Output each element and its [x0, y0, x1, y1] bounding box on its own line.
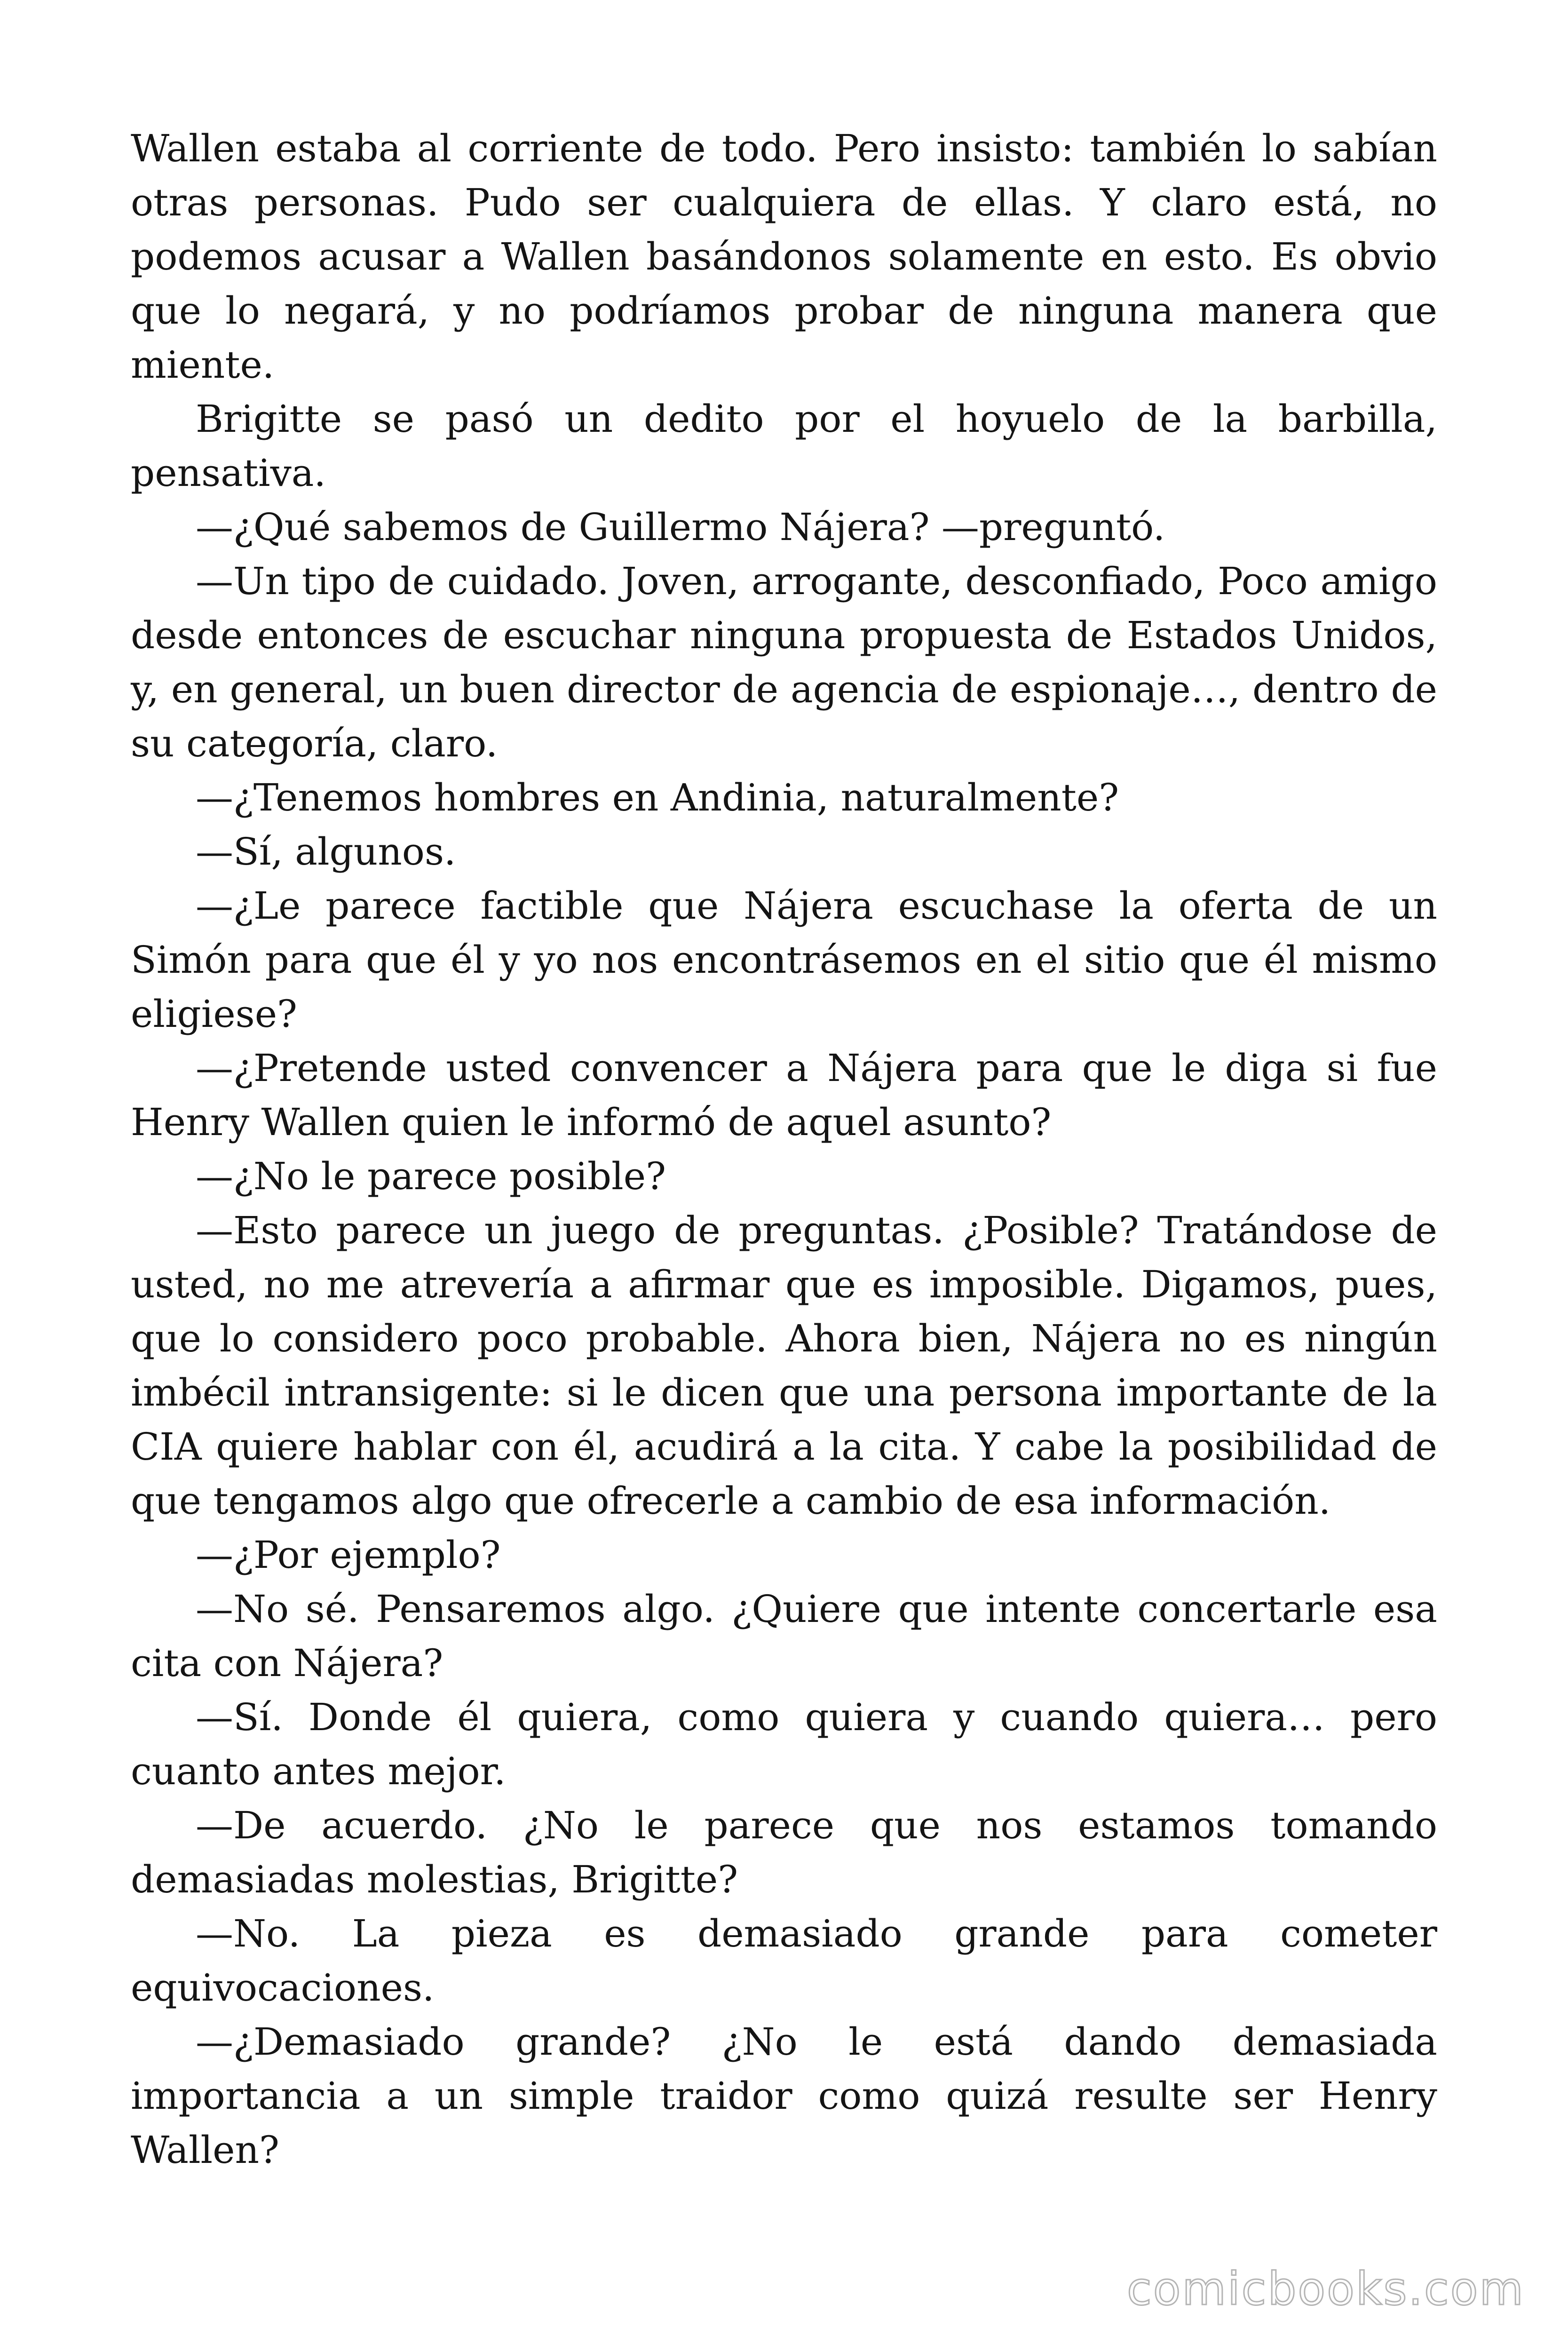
paragraph: —No sé. Pensaremos algo. ¿Quiere que intente concertarle esa cita con Nájera?: [131, 1587, 1437, 1685]
paragraph: —¿Le parece factible que Nájera escuchase la oferta de un Simón para que él y yo nos encontrásemos en el sitio que él mismo eligiese?: [131, 884, 1437, 1036]
watermark: comicbooks.com: [1126, 2263, 1525, 2315]
paragraph: —¿Demasiado grande? ¿No le está dando demasiada importancia a un simple traidor como quizá resulte ser Henry Wallen?: [131, 2020, 1437, 2172]
paragraph: —Sí. Donde él quiera, como quiera y cuando quiera… pero cuanto antes mejor.: [131, 1695, 1437, 1793]
paragraph: Brigitte se pasó un dedito por el hoyuelo de la barbilla, pensativa.: [131, 397, 1437, 495]
paragraph: —¿Por ejemplo?: [196, 1533, 501, 1577]
paragraph: —No. La pieza es demasiado grande para cometer equivocaciones.: [131, 1912, 1437, 2010]
paragraph: —¿Tenemos hombres en Andinia, naturalmente?: [196, 776, 1119, 819]
paragraph: —¿Qué sabemos de Guillermo Nájera? —preguntó.: [196, 505, 1165, 549]
paragraph: —Un tipo de cuidado. Joven, arrogante, desconfiado, Poco amigo desde entonces de escuchar ninguna propuesta de Estados Unidos, y, en general, un buen director de agencia de espionaje…, dentro de su categoría, claro.: [131, 559, 1437, 765]
paragraph: —¿Pretende usted convencer a Nájera para que le diga si fue Henry Wallen quien le informó de aquel asunto?: [131, 1046, 1437, 1144]
paragraph: Wallen estaba al corriente de todo. Pero insisto: también lo sabían otras personas. Pudo ser cualquiera de ellas. Y claro está, no podemos acusar a Wallen basándonos solamente en esto. Es obvio que lo negará, y no podríamos probar de ninguna manera que miente.: [131, 127, 1437, 387]
paragraph: —Esto parece un juego de preguntas. ¿Posible? Tratándose de usted, no me atrevería a afirmar que es imposible. Digamos, pues, que lo considero poco probable. Ahora bien, Nájera no es ningún imbécil intransigente: si le dicen que una persona importante de la CIA quiere hablar con él, acudirá a la cita. Y cabe la posibilidad de que tengamos algo que ofrecerle a cambio de esa información.: [131, 1208, 1437, 1523]
page-text: [131, 121, 1437, 2177]
paragraph: —De acuerdo. ¿No le parece que nos estamos tomando demasiadas molestias, Brigitte?: [131, 1804, 1437, 1901]
paragraph: —¿No le parece posible?: [196, 1154, 666, 1198]
paragraph: —Sí, algunos.: [196, 830, 456, 874]
